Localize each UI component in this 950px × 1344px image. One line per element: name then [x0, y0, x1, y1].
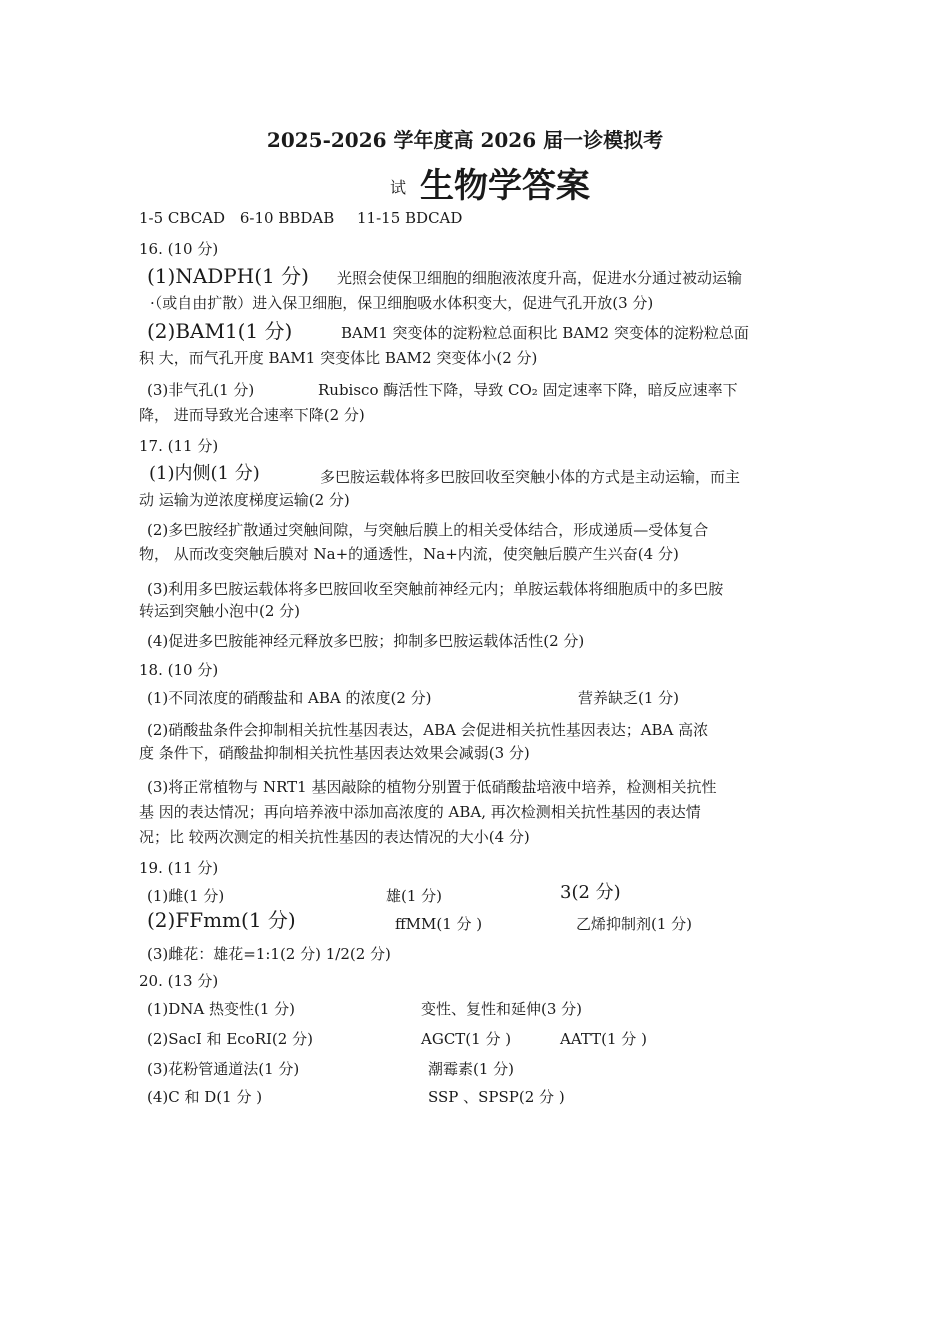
- q18-part1-text: (1)不同浓度的硝酸盐和 ABA 的浓度(2 分): [147, 689, 432, 707]
- title-line-2-small: 试: [390, 178, 407, 197]
- q19-part1-answer-2: 雄(1 分): [386, 887, 443, 905]
- q20-part4-answer-1: (4)C 和 D(1 分 ): [147, 1088, 263, 1106]
- mc-answers-1-5: 1-5 CBCAD: [139, 209, 226, 227]
- q20-part3-answer-1: (3)花粉管通道法(1 分): [147, 1060, 300, 1078]
- q16-part1-answer: (1)NADPH(1 分): [147, 264, 309, 288]
- q17-part1-text-cont: 动 运输为逆浓度梯度运输(2 分): [139, 491, 350, 509]
- q17-part3-text: (3)利用多巴胺运载体将多巴胺回收至突触前神经元内；单胺运载体将细胞质中的多巴胺: [147, 580, 724, 598]
- q17-part4-text: (4)促进多巴胺能神经元释放多巴胺；抑制多巴胺运载体活性(2 分): [147, 632, 585, 650]
- title-line-2-big: 生物学答案: [420, 166, 591, 206]
- q17-part2-text-cont: 物， 从而改变突触后膜对 Na+的通透性，Na+内流，使突触后膜产生兴奋(4 分): [139, 545, 679, 563]
- q20-heading: 20. (13 分): [139, 972, 219, 990]
- q20-part1-answer-1: (1)DNA 热变性(1 分): [147, 1000, 296, 1018]
- q19-part2-answer-2: ffMM(1 分 ): [395, 915, 483, 933]
- q16-part2-answer: (2)BAM1(1 分): [147, 319, 293, 343]
- q20-part2-answer-2: AGCT(1 分 ): [421, 1030, 512, 1048]
- q16-part1-text-cont: ·（或自由扩散）进入保卫细胞，保卫细胞吸水体积变大，促进气孔开放(3 分): [150, 294, 654, 312]
- q19-heading: 19. (11 分): [139, 859, 219, 877]
- title-line-2: [390, 158, 590, 207]
- mc-answers-6-10: 6-10 BBDAB: [239, 209, 335, 227]
- q20-part1-answer-2: 变性、复性和延伸(3 分): [421, 1000, 583, 1018]
- q19-part2-answer-3: 乙烯抑制剂(1 分): [576, 915, 693, 933]
- q18-part1-answer-2: 营养缺乏(1 分): [578, 689, 680, 707]
- q19-part1-answer-1: (1)雌(1 分): [147, 887, 225, 905]
- q17-part1-answer: (1)内侧(1 分): [149, 463, 260, 484]
- q18-part3-text-cont: 基 因的表达情况；再向培养液中添加高浓度的 ABA, 再次检测相关抗性基因的表达情: [139, 803, 701, 821]
- q17-part2-text: (2)多巴胺经扩散通过突触间隙，与突触后膜上的相关受体结合，形成递质—受体复合: [147, 521, 709, 539]
- q18-part3-text-cont-2: 况；比 较两次测定的相关抗性基因的表达情况的大小(4 分): [139, 828, 530, 846]
- q16-part1-text: 光照会使保卫细胞的细胞液浓度升高，促进水分通过被动运输: [337, 269, 743, 287]
- q16-part3-answer: (3)非气孔(1 分): [147, 381, 255, 399]
- q20-part3-answer-2: 潮霉素(1 分): [428, 1060, 515, 1078]
- q18-part2-text-cont: 度 条件下，硝酸盐抑制相关抗性基因表达效果会减弱(3 分): [139, 744, 530, 762]
- q16-part2-text: BAM1 突变体的淀粉粒总面积比 BAM2 突变体的淀粉粒总面: [341, 324, 749, 342]
- q20-part2-answer-1: (2)SacI 和 EcoRI(2 分): [147, 1030, 313, 1048]
- q19-part1-answer-3: 3(2 分): [560, 882, 621, 903]
- mc-answers: [139, 208, 462, 228]
- q16-heading: 16. (10 分): [139, 240, 219, 258]
- q16-part3-text: Rubisco 酶活性下降，导致 CO₂ 固定速率下降，暗反应速率下: [318, 381, 738, 399]
- q17-heading: 17. (11 分): [139, 437, 219, 455]
- q19-part3-answer: (3)雌花：雄花=1:1(2 分) 1/2(2 分): [147, 945, 391, 963]
- q16-part3-text-cont: 降， 进而导致光合速率下降(2 分): [139, 406, 365, 424]
- q16-part2-text-cont: 积 大，而气孔开度 BAM1 突变体比 BAM2 突变体小(2 分): [139, 349, 538, 367]
- q20-part2-answer-3: AATT(1 分 ): [560, 1030, 647, 1048]
- title-line-1: 2025-2026 学年度高 2026 届一诊模拟考: [266, 128, 664, 152]
- q17-part1-text: 多巴胺运载体将多巴胺回收至突触小体的方式是主动运输，而主: [320, 468, 741, 486]
- q18-heading: 18. (10 分): [139, 661, 219, 679]
- mc-answers-11-15: 11-15 BDCAD: [357, 209, 463, 227]
- q19-part2-answer-1: (2)FFmm(1 分): [147, 908, 296, 932]
- q17-part3-text-cont: 转运到突触小泡中(2 分): [139, 602, 301, 620]
- q18-part2-text: (2)硝酸盐条件会抑制相关抗性基因表达，ABA 会促进相关抗性基因表达；ABA 高浓: [147, 721, 709, 739]
- q20-part4-answer-2: SSP 、SPSP(2 分 ): [428, 1088, 565, 1106]
- q18-part3-text: (3)将正常植物与 NRT1 基因敲除的植物分别置于低硝酸盐培液中培养，检测相关抗性: [147, 778, 717, 796]
